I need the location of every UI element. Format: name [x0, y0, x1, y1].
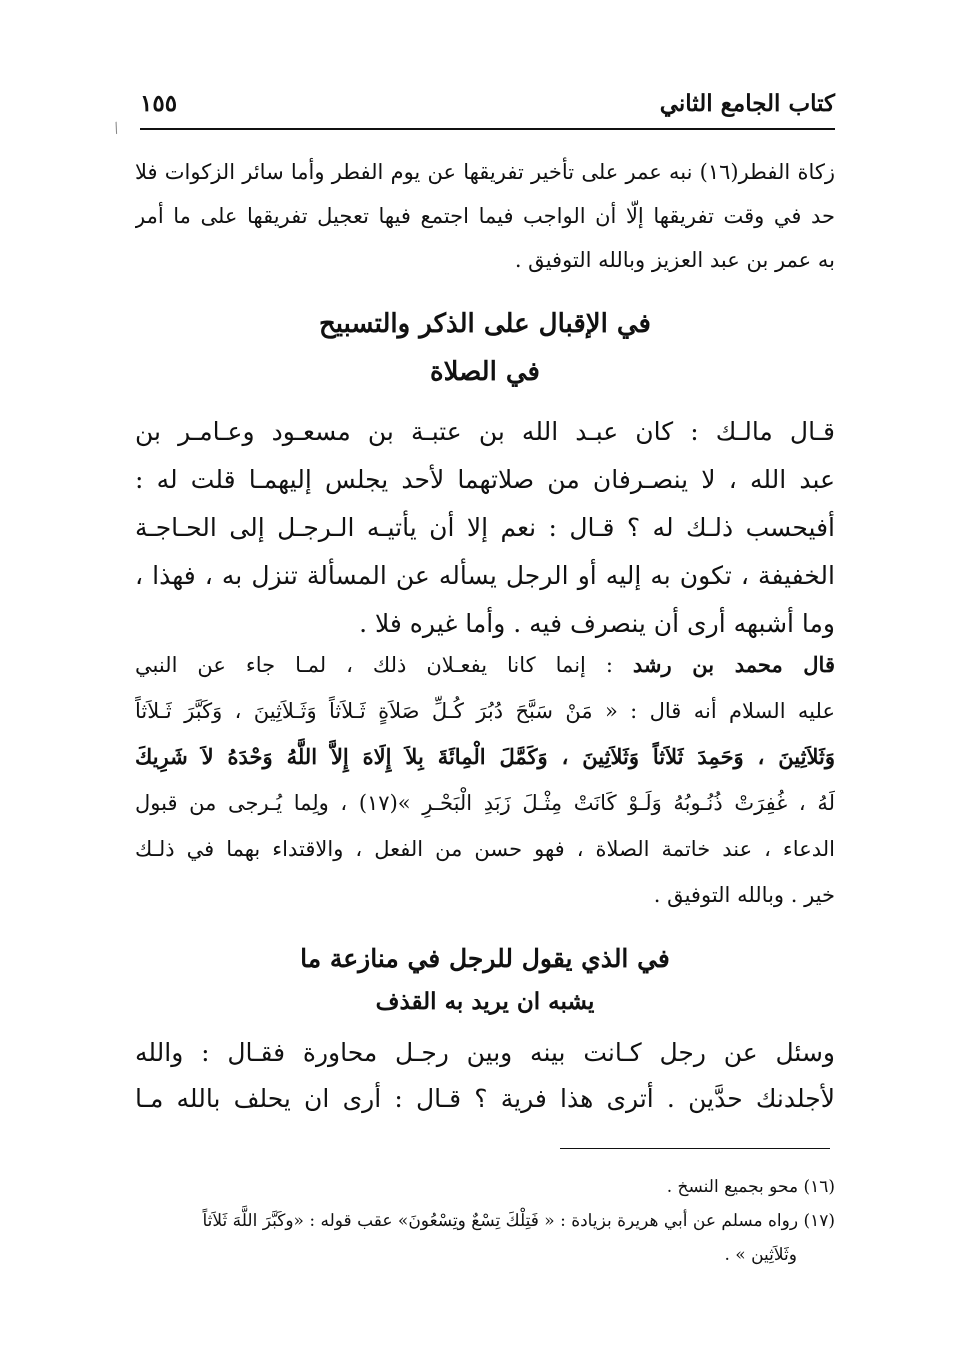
footnote-17: (١٧) رواه مسلم عن أبي هريرة بزيادة : « فَتِلْكَ تِسْعٌ وتِسْعُونَ» عقب قوله : «وكَبَّرَ اللَّهَ ثَلاَثاً: [202, 1211, 835, 1231]
text-line: وسئل عن رجل كـانت بينه وبين رجـل محاورة فقـال : والله: [135, 1038, 835, 1067]
text-line: زكاة الفطر(١٦) نبه عمر على تأخير تفريقها عن يوم الفطر وأما سائر الزكوات فلا: [135, 160, 835, 184]
paragraph-ibn-rushd: [135, 642, 835, 918]
section-heading-dhikr: [135, 300, 835, 396]
text-line: لَهُ ، غُفِرَتْ ذُنُـوبُهُ وَلَـوْ كَانَتْ مِثْـلَ زَبَدِ الْبَحْـرِ »(١٧) ، ولِما يُـرجى من قبول: [135, 791, 835, 815]
text-line: حد في وقت تفريقها إلّا أن الواجب فيما اجتمع فيها تعجيل تفريقها على ما أمر: [135, 204, 835, 228]
heading-line: يشبه ان يريد به القذف: [375, 988, 595, 1015]
margin-pencil-mark: /: [111, 119, 122, 137]
book-title: كتاب الجامع الثاني: [659, 90, 835, 117]
paragraph-zakat: [135, 150, 835, 282]
text-line: لأجلدنك حدَّين . أترى هذا فرية ؟ قـال : أرى ان يحلف بالله مـا: [135, 1084, 835, 1113]
speaker-name: قال محمد بن رشد: [632, 652, 835, 677]
text-line: به عمر بن عبد العزيز وبالله التوفيق .: [514, 248, 835, 272]
footnote-separator: [560, 1148, 830, 1149]
text-line: عبد الله ، لا ينصـرفان من صلاتهما لأحد يجلس إليهمـا قلت له :: [135, 465, 835, 494]
section-heading-qadhf: [135, 936, 835, 1022]
footnote-17-continued: وثَلاَثِين » .: [724, 1245, 797, 1265]
text-line: عليه السلام أنه قال : « مَنْ سَبَّحَ دُبُرَ كُـلِّ صَلاَةٍ ثَـلاَثاً وَثَـلاَثِينَ ، وَكَبَّرَ ثَـلاَثاً: [135, 699, 835, 723]
text-line: خير . وبالله التوفيق .: [653, 883, 835, 907]
paragraph-malik: [135, 408, 835, 648]
heading-line: في الذي يقول للرجل في منازعة ما: [300, 944, 670, 973]
heading-line: في الإقبال على الذكر والتسبيح: [319, 309, 651, 339]
hadith-line: وَثَلاَثِينَ ، وَحَمِدَ ثَلاَثاً وَثَلاَثِينَ ، وَكَمَّلَ الْمِائَةَ بِلاَ إِلَاهَ إِلاَّ اللَّهُ وَحْدَهُ لاَ شَرِيكَ: [135, 744, 835, 769]
footnotes: [135, 1170, 835, 1272]
text-line: [135, 642, 835, 688]
text-line: الدعاء ، عند خاتمة الصلاة ، فهو حسن من الفعل ، والاقتداء بهما في ذلـك: [135, 837, 835, 861]
page-number: ١٥٥: [140, 90, 178, 117]
heading-line: في الصلاة: [430, 357, 540, 387]
paragraph-question: [135, 1030, 835, 1122]
text-line: أفيحسب ذلـك له ؟ قـال : نعم إلا أن يأتيـه الـرجـل إلى الحـاجـة: [135, 513, 835, 542]
footnote-16: (١٦) محو بجميع النسخ .: [666, 1177, 835, 1197]
text-segment: : إنما كانا يفعـلان ذلك ، لمـا جاء عن النبي: [135, 653, 633, 677]
text-line: الخفيفة ، تكون به إليه أو الرجل يسأله عن المسألة تنزل به ، فهذا ،: [135, 561, 835, 590]
text-line: وما أشبهه أرى أن ينصرف فيه . وأما غيره فلا .: [359, 609, 835, 638]
text-line: قـال مالـك : كان عبـد الله بن عتبـة بن مسعـود وعـامـر بن: [135, 417, 835, 446]
page-header: [140, 84, 835, 130]
